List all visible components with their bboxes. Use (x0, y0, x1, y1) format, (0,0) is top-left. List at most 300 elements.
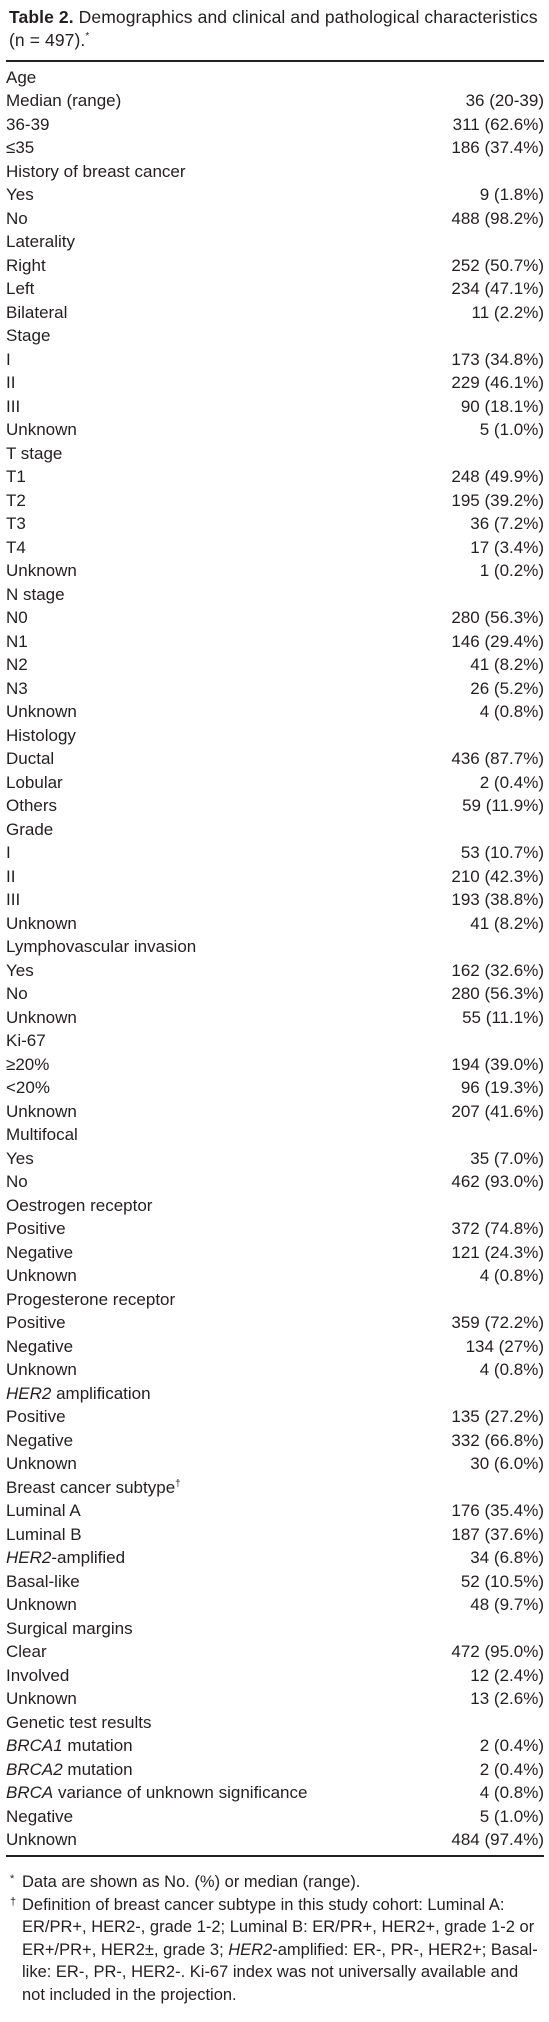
category-row (6, 1382, 544, 1406)
row-label (6, 842, 418, 866)
row-value: 186 (37.4%) (451, 138, 544, 158)
table-row (6, 1241, 544, 1265)
label-text: Yes (6, 185, 34, 205)
label-suffix: variance of unknown significance (53, 1783, 308, 1803)
label-text: Progesterone receptor (6, 1289, 176, 1309)
row-value: 48 (9.7%) (470, 1595, 544, 1615)
label-text: Oestrogen receptor (6, 1195, 153, 1215)
category-row (6, 231, 544, 255)
row-value: 359 (72.2%) (451, 1313, 544, 1333)
table-label: Table 2. (9, 7, 74, 27)
category-row (6, 1124, 544, 1148)
label-text: Involved (6, 1665, 70, 1685)
label-text: Luminal B (6, 1524, 82, 1544)
label-text: Genetic test results (6, 1712, 152, 1732)
row-value: 30 (6.0%) (470, 1454, 544, 1474)
label-text: Unknown (6, 913, 77, 933)
row-value: 134 (27%) (465, 1336, 544, 1356)
row-value: 9 (1.8%) (479, 185, 544, 205)
category-row (6, 1194, 544, 1218)
table-row (6, 489, 544, 513)
table-row (6, 1547, 544, 1571)
table-row (6, 912, 544, 936)
row-label (6, 466, 418, 490)
table-row (6, 466, 544, 490)
row-label (6, 90, 418, 114)
label-text: Age (6, 67, 37, 87)
label-text: Unknown (6, 1454, 77, 1474)
row-value: 13 (2.6%) (470, 1689, 544, 1709)
category-label (6, 583, 418, 607)
table-row (6, 254, 544, 278)
row-label (6, 677, 418, 701)
table-row (6, 771, 544, 795)
label-text: Unknown (6, 1360, 77, 1380)
category-row (6, 724, 544, 748)
category-label (6, 442, 418, 466)
row-value: 4 (0.8%) (479, 1360, 544, 1380)
row-value: 187 (37.6%) (451, 1524, 544, 1544)
row-value (418, 1194, 544, 1218)
label-text: II (6, 866, 16, 886)
table-row (6, 842, 544, 866)
table-row (6, 795, 544, 819)
table-caption (9, 6, 543, 52)
table-row (6, 1100, 544, 1124)
category-row (6, 325, 544, 349)
label-text: BRCA1 (6, 1736, 63, 1756)
row-label (6, 1829, 418, 1857)
row-label (6, 1688, 418, 1712)
row-label (6, 372, 418, 396)
characteristics-table (6, 60, 544, 1857)
category-label (6, 231, 418, 255)
category-label (6, 1711, 418, 1735)
table-row (6, 607, 544, 631)
category-row (6, 1711, 544, 1735)
row-value (418, 1030, 544, 1054)
row-value: 472 (95.0%) (451, 1642, 544, 1662)
label-text: No (6, 984, 28, 1004)
table-row (6, 1077, 544, 1101)
row-label (6, 560, 418, 584)
table-body (6, 61, 544, 1856)
table-row (6, 1735, 544, 1759)
label-text: Positive (6, 1219, 66, 1239)
row-label (6, 207, 418, 231)
label-suffix: amplification (51, 1383, 151, 1403)
table-row (6, 1570, 544, 1594)
table-row (6, 1429, 544, 1453)
row-label (6, 137, 418, 161)
label-text: Histology (6, 725, 76, 745)
row-label (6, 113, 418, 137)
category-row (6, 1476, 544, 1500)
category-label (6, 1382, 418, 1406)
table-row (6, 1829, 544, 1857)
row-value: 41 (8.2%) (470, 655, 544, 675)
label-text: Negative (6, 1336, 74, 1356)
table-row (6, 113, 544, 137)
row-value: 194 (39.0%) (451, 1054, 544, 1074)
row-label (6, 607, 418, 631)
row-label (6, 1053, 418, 1077)
label-suffix: mutation (62, 1759, 133, 1779)
label-text: N2 (6, 655, 28, 675)
table-row (6, 1171, 544, 1195)
row-value: 176 (35.4%) (451, 1501, 544, 1521)
row-value: 53 (10.7%) (460, 843, 544, 863)
row-value: 146 (29.4%) (451, 631, 544, 651)
row-value: 210 (42.3%) (451, 866, 544, 886)
row-label (6, 983, 418, 1007)
row-value: 2 (0.4%) (479, 1736, 544, 1756)
label-text: Unknown (6, 1689, 77, 1709)
table-row (6, 536, 544, 560)
label-text: Unknown (6, 1830, 77, 1850)
label-text: III (6, 396, 21, 416)
row-label (6, 489, 418, 513)
table-row (6, 184, 544, 208)
label-text: N0 (6, 608, 28, 628)
table-row (6, 1359, 544, 1383)
table-row (6, 1265, 544, 1289)
row-label (6, 1006, 418, 1030)
table-row (6, 1758, 544, 1782)
row-label (6, 1077, 418, 1101)
table-row (6, 137, 544, 161)
category-row (6, 818, 544, 842)
table-row (6, 1594, 544, 1618)
label-text: Luminal A (6, 1501, 81, 1521)
row-label (6, 912, 418, 936)
row-value (418, 160, 544, 184)
table-row (6, 90, 544, 114)
row-value: 96 (19.3%) (460, 1078, 544, 1098)
category-label (6, 936, 418, 960)
table-row (6, 301, 544, 325)
row-value (418, 1476, 544, 1500)
label-text: T2 (6, 490, 26, 510)
label-text: Basal-like (6, 1571, 80, 1591)
label-text: Multifocal (6, 1125, 78, 1145)
category-row (6, 61, 544, 90)
table-row (6, 560, 544, 584)
table-row (6, 1782, 544, 1806)
label-text: Others (6, 796, 58, 816)
row-value: 436 (87.7%) (451, 749, 544, 769)
row-value: 55 (11.1%) (462, 1007, 544, 1027)
category-row (6, 1617, 544, 1641)
row-value: 162 (32.6%) (451, 960, 544, 980)
label-text: N stage (6, 584, 65, 604)
row-value: 229 (46.1%) (451, 373, 544, 393)
label-text: BRCA2 (6, 1759, 63, 1779)
row-value: 34 (6.8%) (470, 1548, 544, 1568)
row-label (6, 771, 418, 795)
row-label (6, 1735, 418, 1759)
label-text: Unknown (6, 420, 77, 440)
label-text: Median (range) (6, 91, 122, 111)
table-row (6, 1453, 544, 1477)
row-value: 372 (74.8%) (451, 1219, 544, 1239)
label-text: Unknown (6, 1007, 77, 1027)
row-value: 11 (2.2%) (471, 302, 544, 322)
row-value: 41 (8.2%) (470, 913, 544, 933)
label-suffix: mutation (62, 1736, 133, 1756)
row-label (6, 1406, 418, 1430)
table-row (6, 278, 544, 302)
label-text: History of breast cancer (6, 161, 186, 181)
label-text: Yes (6, 960, 34, 980)
label-text: N1 (6, 631, 28, 651)
table-row (6, 654, 544, 678)
row-label (6, 184, 418, 208)
row-label (6, 795, 418, 819)
row-label (6, 1218, 418, 1242)
row-value: 248 (49.9%) (451, 467, 544, 487)
label-text: T1 (6, 467, 26, 487)
category-row (6, 1030, 544, 1054)
row-value: 252 (50.7%) (451, 255, 544, 275)
label-text: T stage (6, 443, 63, 463)
row-label (6, 1641, 418, 1665)
table-row (6, 865, 544, 889)
label-text: II (6, 373, 16, 393)
row-value (418, 442, 544, 466)
row-label (6, 1335, 418, 1359)
row-value: 1 (0.2%) (479, 561, 544, 581)
label-text: Surgical margins (6, 1618, 133, 1638)
footnote-mark: † (10, 1895, 17, 1908)
row-value (418, 1617, 544, 1641)
row-value: 4 (0.8%) (479, 1783, 544, 1803)
row-value (418, 231, 544, 255)
table-row (6, 1688, 544, 1712)
category-label (6, 1194, 418, 1218)
footnote-text: Definition of breast cancer subtype in this study cohort: Luminal A: ER/PR+, HER2-, grade 1-2; Luminal B: ER/PR+, HER2+, grade 1-2 or ER+/PR+, HER2±, grade 3; HER2-amplified: ER-, PR-, HER2+; Basal-like: ER-, PR-, HER2-. Ki-67 index was not universally available and not included in the projection. (22, 1895, 538, 2004)
row-label (6, 1523, 418, 1547)
row-label (6, 395, 418, 419)
row-label (6, 1147, 418, 1171)
row-value: 195 (39.2%) (451, 490, 544, 510)
label-text: Right (6, 255, 46, 275)
row-value (418, 1288, 544, 1312)
table-row (6, 1664, 544, 1688)
table-row (6, 1312, 544, 1336)
table-row (6, 513, 544, 537)
row-label (6, 1171, 418, 1195)
table-row (6, 207, 544, 231)
footnote (10, 1894, 540, 2007)
row-value: 280 (56.3%) (451, 608, 544, 628)
table-row (6, 630, 544, 654)
label-text: Negative (6, 1806, 74, 1826)
row-label (6, 1500, 418, 1524)
row-label (6, 1758, 418, 1782)
category-label (6, 1288, 418, 1312)
label-text: <20% (6, 1078, 50, 1098)
label-text: Lymphovascular invasion (6, 937, 197, 957)
row-label (6, 1265, 418, 1289)
row-label (6, 348, 418, 372)
row-value (418, 325, 544, 349)
table-row (6, 395, 544, 419)
category-row (6, 583, 544, 607)
label-text: Positive (6, 1407, 66, 1427)
table-row (6, 959, 544, 983)
row-value: 59 (11.9%) (462, 796, 544, 816)
category-row (6, 442, 544, 466)
label-text: Ductal (6, 749, 55, 769)
row-value: 332 (66.8%) (451, 1430, 544, 1450)
row-value (418, 61, 544, 90)
label-text: Ki-67 (6, 1031, 46, 1051)
row-label (6, 1312, 418, 1336)
row-label (6, 1570, 418, 1594)
label-text: Unknown (6, 1101, 77, 1121)
category-label (6, 818, 418, 842)
row-value (418, 818, 544, 842)
label-text: III (6, 890, 21, 910)
row-value (418, 1124, 544, 1148)
category-row (6, 936, 544, 960)
row-value: 311 (62.6%) (452, 114, 544, 134)
table-row (6, 348, 544, 372)
row-value: 4 (0.8%) (479, 702, 544, 722)
table-row (6, 1053, 544, 1077)
footnote-mark: * (10, 1873, 15, 1885)
table-row (6, 677, 544, 701)
row-value: 234 (47.1%) (451, 279, 544, 299)
row-value: 12 (2.4%) (470, 1665, 544, 1685)
category-label (6, 1617, 418, 1641)
table-row (6, 1406, 544, 1430)
table-row (6, 1218, 544, 1242)
label-text: Stage (6, 326, 51, 346)
table-row (6, 419, 544, 443)
row-value: 36 (7.2%) (470, 514, 544, 534)
table-row (6, 748, 544, 772)
footnote (10, 1871, 540, 1894)
category-label (6, 160, 418, 184)
row-label (6, 1547, 418, 1571)
table-footnotes (10, 1871, 540, 2006)
row-value: 35 (7.0%) (470, 1148, 544, 1168)
row-value: 280 (56.3%) (451, 984, 544, 1004)
label-text: 36-39 (6, 114, 50, 134)
label-text: BRCA (6, 1783, 54, 1803)
row-value: 17 (3.4%) (470, 537, 544, 557)
table-row (6, 1500, 544, 1524)
category-row (6, 1288, 544, 1312)
row-value (418, 1382, 544, 1406)
label-text: Unknown (6, 1595, 77, 1615)
row-value (418, 583, 544, 607)
label-text: Grade (6, 819, 54, 839)
row-value: 488 (98.2%) (451, 208, 544, 228)
row-label (6, 1429, 418, 1453)
label-text: Clear (6, 1642, 47, 1662)
label-text: Unknown (6, 561, 77, 581)
category-label (6, 1030, 418, 1054)
row-label (6, 701, 418, 725)
row-label (6, 959, 418, 983)
row-value (418, 936, 544, 960)
row-label (6, 254, 418, 278)
label-text: HER2 (6, 1383, 52, 1403)
label-text: No (6, 1172, 28, 1192)
row-label (6, 301, 418, 325)
table-row (6, 889, 544, 913)
row-value: 26 (5.2%) (470, 678, 544, 698)
table-row (6, 372, 544, 396)
label-text: Breast cancer subtype (6, 1477, 176, 1497)
label-text: ≥20% (6, 1054, 50, 1074)
label-text: Yes (6, 1148, 34, 1168)
row-value: 2 (0.4%) (479, 1759, 544, 1779)
row-value: 462 (93.0%) (451, 1172, 544, 1192)
row-value: 36 (20-39) (465, 91, 544, 111)
table-row (6, 1335, 544, 1359)
row-value: 5 (1.0%) (479, 420, 544, 440)
row-label (6, 419, 418, 443)
row-value: 207 (41.6%) (451, 1101, 544, 1121)
table-row (6, 983, 544, 1007)
category-label (6, 1124, 418, 1148)
row-value: 173 (34.8%) (451, 349, 544, 369)
label-text: N3 (6, 678, 28, 698)
table-row (6, 701, 544, 725)
row-label (6, 630, 418, 654)
table-row (6, 1805, 544, 1829)
row-value: 121 (24.3%) (451, 1242, 544, 1262)
label-text: Left (6, 279, 35, 299)
footnote-mark: † (175, 1478, 181, 1490)
gene-term: HER2 (228, 1940, 273, 1959)
row-value (418, 1711, 544, 1735)
category-row (6, 160, 544, 184)
row-value: 4 (0.8%) (479, 1266, 544, 1286)
row-label (6, 1241, 418, 1265)
row-label (6, 513, 418, 537)
category-label (6, 1476, 418, 1500)
row-value: 135 (27.2%) (451, 1407, 544, 1427)
row-label (6, 1664, 418, 1688)
category-label (6, 325, 418, 349)
row-label (6, 1453, 418, 1477)
row-label (6, 1782, 418, 1806)
caption-footnote-mark: * (85, 31, 90, 43)
row-label (6, 865, 418, 889)
label-text: T3 (6, 514, 26, 534)
label-text: Bilateral (6, 302, 68, 322)
row-value: 90 (18.1%) (460, 396, 544, 416)
row-label (6, 654, 418, 678)
label-text: Unknown (6, 1266, 77, 1286)
table-row (6, 1006, 544, 1030)
row-label (6, 1100, 418, 1124)
row-value: 193 (38.8%) (451, 890, 544, 910)
row-label (6, 1359, 418, 1383)
category-label (6, 724, 418, 748)
label-text: Laterality (6, 232, 75, 252)
row-label (6, 889, 418, 913)
label-text: ≤35 (6, 138, 35, 158)
label-text: I (6, 843, 11, 863)
row-label (6, 278, 418, 302)
table-row (6, 1641, 544, 1665)
